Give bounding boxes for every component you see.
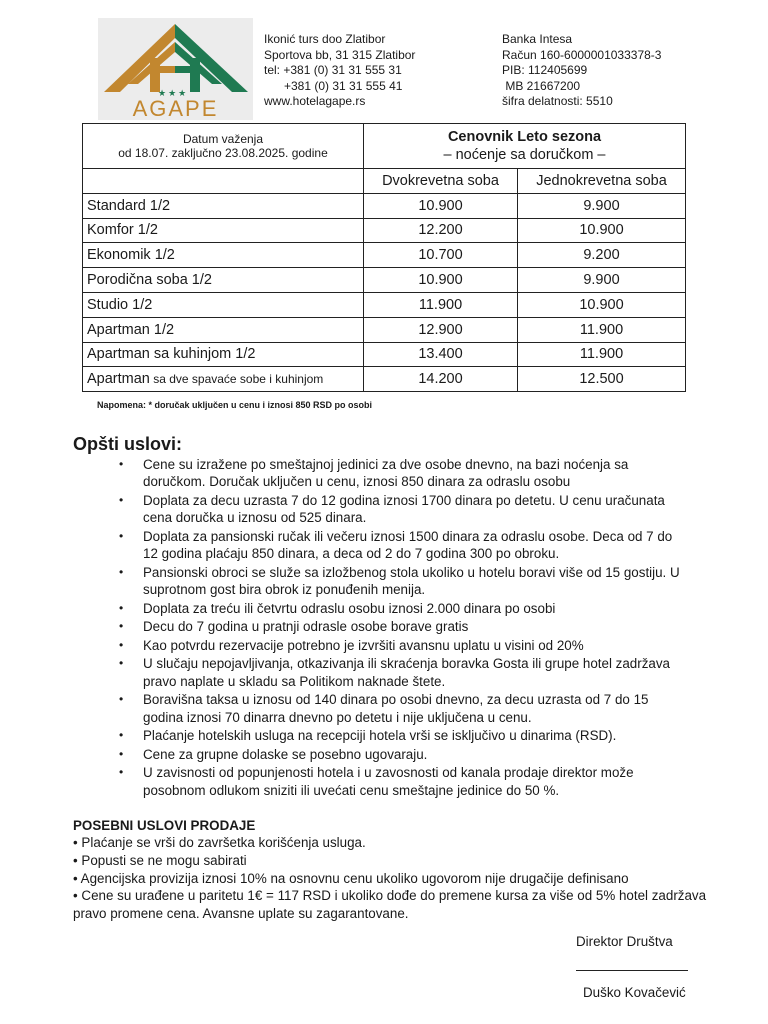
double-price: 14.200 bbox=[364, 367, 518, 392]
list-item: • Plaćanje se vrši do završetka korišćenja usluga. bbox=[73, 835, 366, 850]
company-phone-1: tel: +381 (0) 31 31 555 31 bbox=[264, 63, 402, 77]
general-terms-list bbox=[119, 456, 689, 800]
list-item: • Cene su urađene u paritetu 1€ = 117 RSD i ukoliko dođe do premene kursa za više od 5% hotel zadržava pravo promene cena. Avansne uplate su zagarantovane. bbox=[73, 888, 707, 922]
column-header-single: Jednokrevetna soba bbox=[518, 169, 686, 194]
double-price: 10.900 bbox=[364, 193, 518, 218]
special-terms-title: POSEBNI USLOVI PRODAJE bbox=[73, 818, 256, 833]
table-row bbox=[83, 342, 686, 367]
list-item: • Kao potvrdu rezervacije potrebno je izvršiti avansnu uplatu u visini od 20% bbox=[119, 637, 689, 654]
company-website: www.hotelagape.rs bbox=[264, 94, 366, 108]
single-price: 10.900 bbox=[518, 218, 686, 243]
general-terms-title: Opšti uslovi: bbox=[73, 434, 183, 454]
room-name: Porodična soba 1/2 bbox=[87, 272, 212, 289]
list-item: • Doplata za pansionski ručak ili večeru iznosi 1500 dinara za odraslu osobe. Deca od 7 do 12 godina plaćaju 850 dinara, a deca od 2 do 7 godina 300 po obroku. bbox=[119, 528, 689, 563]
list-item: • Cene za grupne dolaske se posebno ugovaraju. bbox=[119, 746, 689, 763]
list-item: • Pansionski obroci se služe sa izložbenog stola ukoliko u hotelu boravi više od 15 gostiju. U suprotnom gost bira obrok iz ponuđenih menija. bbox=[119, 564, 689, 599]
double-price: 12.200 bbox=[364, 218, 518, 243]
roof-logo-icon bbox=[98, 18, 253, 98]
table-note: Napomena: * doručak uključen u cenu i iznosi 850 RSD po osobi bbox=[97, 400, 373, 410]
price-list-subtitle: – noćenje sa doručkom – bbox=[443, 147, 606, 163]
double-price: 12.900 bbox=[364, 317, 518, 342]
single-price: 11.900 bbox=[518, 342, 686, 367]
list-item: • Plaćanje hotelskih usluga na recepciji hotela vrši se isključivo u dinarima (RSD). bbox=[119, 727, 689, 744]
company-address: Sportova bb, 31 315 Zlatibor bbox=[264, 47, 416, 62]
table-row bbox=[83, 218, 686, 243]
single-price: 9.900 bbox=[518, 193, 686, 218]
validity-cell bbox=[83, 124, 364, 169]
table-row bbox=[83, 193, 686, 218]
price-list-title-cell bbox=[364, 124, 686, 169]
room-name: Studio 1/2 bbox=[87, 296, 153, 313]
signature-title: Direktor Društva bbox=[576, 934, 673, 949]
bank-pib: PIB: 112405699 bbox=[502, 63, 588, 77]
column-header-double: Dvokrevetna soba bbox=[364, 169, 518, 194]
price-list-title: Cenovnik Leto sezona bbox=[447, 129, 602, 145]
single-price: 9.200 bbox=[518, 243, 686, 268]
table-row bbox=[83, 367, 686, 392]
list-item: • Decu do 7 godina u pratnji odrasle osobe borave gratis bbox=[119, 618, 689, 635]
table-row bbox=[83, 268, 686, 293]
validity-range: od 18.07. zaključno 23.08.2025. godine bbox=[118, 146, 328, 160]
list-item: • Agencijska provizija iznosi 10% na osnovnu cenu ukoliko ugovorom nije drugačije definisano bbox=[73, 870, 629, 886]
double-price: 11.900 bbox=[364, 292, 518, 317]
company-info bbox=[264, 32, 415, 110]
single-price: 10.900 bbox=[518, 292, 686, 317]
list-item: • Doplata za decu uzrasta 7 do 12 godina iznosi 1700 dinara po detetu. U cenu uračunata cena doručka u iznosu od 525 dinara. bbox=[119, 492, 689, 527]
table-row bbox=[83, 243, 686, 268]
room-name: Komfor 1/2 bbox=[87, 222, 158, 239]
table-header-row bbox=[83, 124, 686, 169]
room-name: Apartman sa kuhinjom 1/2 bbox=[87, 346, 256, 363]
bank-name: Banka Intesa bbox=[502, 32, 573, 46]
single-price: 12.500 bbox=[518, 367, 686, 392]
table-row bbox=[83, 292, 686, 317]
single-price: 11.900 bbox=[518, 317, 686, 342]
validity-label: Datum važenja bbox=[182, 132, 264, 146]
list-item: • U slučaju nepojavljivanja, otkazivanja ili skraćenja boravka Gosta ili grupe hotel zadržava pravo naplate u skladu sa Politikom naknade štete. bbox=[119, 655, 689, 690]
empty-header-cell bbox=[83, 169, 364, 194]
bank-account: Račun 160-6000001033378-3 bbox=[502, 47, 662, 62]
list-item: • Popusti se ne mogu sabirati bbox=[73, 852, 247, 868]
column-header-row bbox=[83, 169, 686, 194]
single-price: 9.900 bbox=[518, 268, 686, 293]
special-terms-list bbox=[73, 834, 713, 923]
bank-info bbox=[502, 32, 661, 110]
company-phone-2: +381 (0) 31 31 555 41 bbox=[264, 78, 403, 93]
room-name: Apartman 1/2 bbox=[87, 321, 175, 338]
double-price: 13.400 bbox=[364, 342, 518, 367]
list-item: • Doplata za treću ili četvrtu odraslu osobu iznosi 2.000 dinara po osobi bbox=[119, 600, 689, 617]
room-name: Ekonomik 1/2 bbox=[87, 247, 175, 264]
price-table bbox=[82, 123, 686, 392]
room-name: Apartman bbox=[87, 371, 150, 388]
logo-wordmark: AGAPE bbox=[132, 96, 219, 121]
list-item: • Boravišna taksa u iznosu od 140 dinara po osobi dnevno, za decu uzrasta od 7 do 15 godina iznosi 70 dinarra dnevno po detetu i nije uključena u cenu. bbox=[119, 691, 689, 726]
list-item: • U zavisnosti od popunjenosti hotela i u zavosnosti od kanala prodaje direktor može posobnom odlukom sniziti ili uvećati cenu smeštajne jedinice do 50 %. bbox=[119, 764, 689, 799]
table-row bbox=[83, 317, 686, 342]
stars-icon: ★★★ bbox=[158, 88, 189, 98]
signature-name: Duško Kovačević bbox=[583, 985, 686, 1000]
double-price: 10.900 bbox=[364, 268, 518, 293]
bank-mb: MB 21667200 bbox=[502, 78, 581, 93]
list-item: • Cene su izražene po smeštajnoj jedinici za dve osobe dnevno, na bazi noćenja sa doručkom. Doručak uključen u cenu, iznosi 850 dinara za odraslu osobu bbox=[119, 456, 689, 491]
room-name: Standard 1/2 bbox=[87, 197, 171, 214]
bank-activity-code: šifra delatnosti: 5510 bbox=[502, 94, 613, 108]
room-name-detail: sa dve spavaće sobe i kuhinjom bbox=[149, 372, 324, 387]
hotel-logo bbox=[98, 18, 253, 120]
signature-line bbox=[576, 970, 688, 971]
company-name: Ikonić turs doo Zlatibor bbox=[264, 32, 386, 46]
double-price: 10.700 bbox=[364, 243, 518, 268]
